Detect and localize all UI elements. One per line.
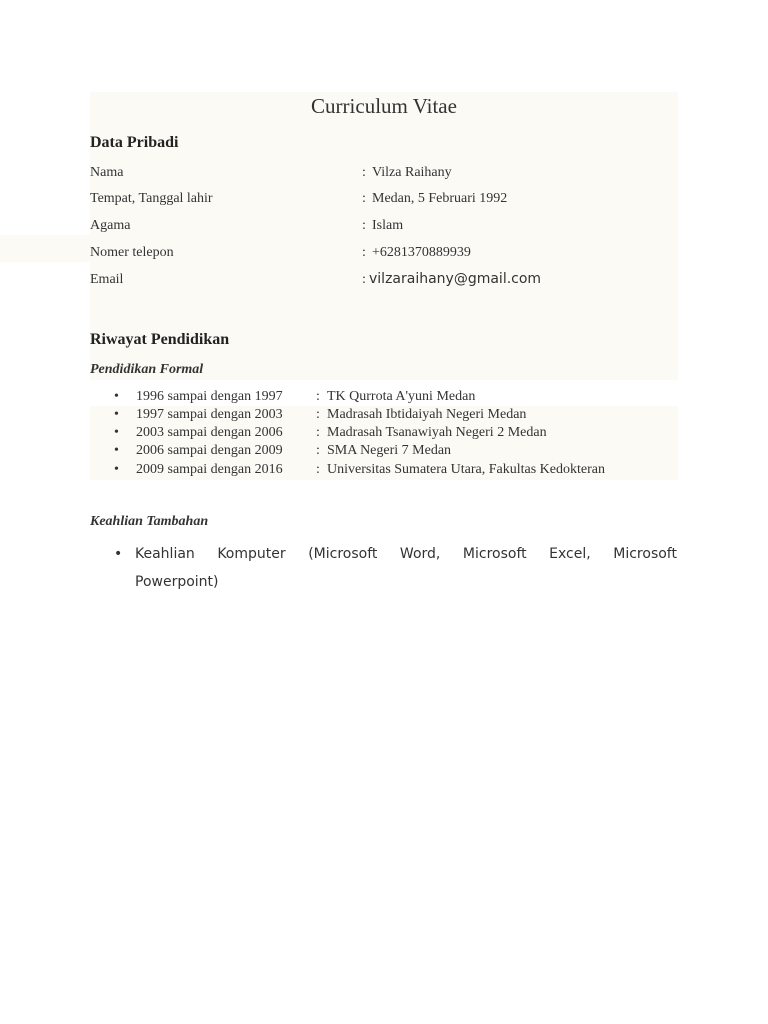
edu-period: 2006 sampai dengan 2009 xyxy=(136,443,283,458)
skills-heading: Keahlian Tambahan xyxy=(90,514,209,529)
skill-word: Komputer xyxy=(217,546,286,562)
edu-colon: : xyxy=(316,389,320,404)
list-item xyxy=(114,425,678,443)
edu-period: 2009 sampai dengan 2016 xyxy=(136,462,283,477)
row-label: Agama xyxy=(90,218,131,233)
email-value: vilzaraihany@gmail.com xyxy=(369,271,542,287)
skill-line-2: Powerpoint) xyxy=(135,574,219,590)
bullet: • xyxy=(114,425,119,440)
skill-word: Word, xyxy=(399,546,441,562)
bullet: • xyxy=(114,462,119,477)
page-title: Curriculum Vitae xyxy=(311,94,457,118)
row-label: Nama xyxy=(90,165,124,180)
side-shade xyxy=(0,235,90,262)
edu-colon: : xyxy=(316,443,320,458)
row-label: Email xyxy=(90,272,124,287)
bullet: • xyxy=(114,443,119,458)
skill-word: (Microsoft xyxy=(308,546,378,562)
row-value: Islam xyxy=(372,218,404,233)
personal-row-phone xyxy=(90,245,678,265)
edu-period: 2003 sampai dengan 2006 xyxy=(136,425,283,440)
edu-school: TK Qurrota A'yuni Medan xyxy=(327,389,476,404)
education-heading: Riwayat Pendidikan xyxy=(90,331,230,348)
personal-row-name xyxy=(90,165,678,185)
personal-row-birth xyxy=(90,191,678,211)
edu-period: 1996 sampai dengan 1997 xyxy=(136,389,283,404)
row-colon: : xyxy=(362,272,366,287)
skill-word: Excel, xyxy=(549,546,591,562)
bullet: • xyxy=(114,407,119,422)
row-colon: : xyxy=(362,191,366,206)
edu-colon: : xyxy=(316,462,320,477)
row-value: Vilza Raihany xyxy=(372,165,452,180)
list-item xyxy=(114,389,678,407)
row-label: Tempat, Tanggal lahir xyxy=(90,191,213,206)
row-colon: : xyxy=(362,165,366,180)
edu-school: Madrasah Ibtidaiyah Negeri Medan xyxy=(327,407,527,422)
bullet: • xyxy=(114,546,123,562)
edu-school: SMA Negeri 7 Medan xyxy=(327,443,452,458)
personal-heading: Data Pribadi xyxy=(90,134,179,151)
bullet: • xyxy=(114,389,119,404)
skill-line-1 xyxy=(135,540,677,568)
row-colon: : xyxy=(362,245,366,260)
edu-school: Madrasah Tsanawiyah Negeri 2 Medan xyxy=(327,425,547,440)
row-value: Medan, 5 Februari 1992 xyxy=(372,191,508,206)
skill-word: Microsoft xyxy=(613,546,677,562)
edu-school: Universitas Sumatera Utara, Fakultas Kedokteran xyxy=(327,462,605,477)
personal-row-email xyxy=(90,272,678,292)
personal-row-religion xyxy=(90,218,678,238)
edu-colon: : xyxy=(316,407,320,422)
skill-word: Microsoft xyxy=(462,546,527,562)
formal-education-heading: Pendidikan Formal xyxy=(90,362,204,377)
skill-text xyxy=(135,540,677,596)
row-colon: : xyxy=(362,218,366,233)
list-item xyxy=(114,462,678,480)
edu-period: 1997 sampai dengan 2003 xyxy=(136,407,283,422)
row-label: Nomer telepon xyxy=(90,245,174,260)
edu-colon: : xyxy=(316,425,320,440)
skill-word: Keahlian xyxy=(135,546,195,562)
row-value: +6281370889939 xyxy=(372,245,471,260)
list-item xyxy=(114,443,678,461)
list-item xyxy=(114,407,678,425)
